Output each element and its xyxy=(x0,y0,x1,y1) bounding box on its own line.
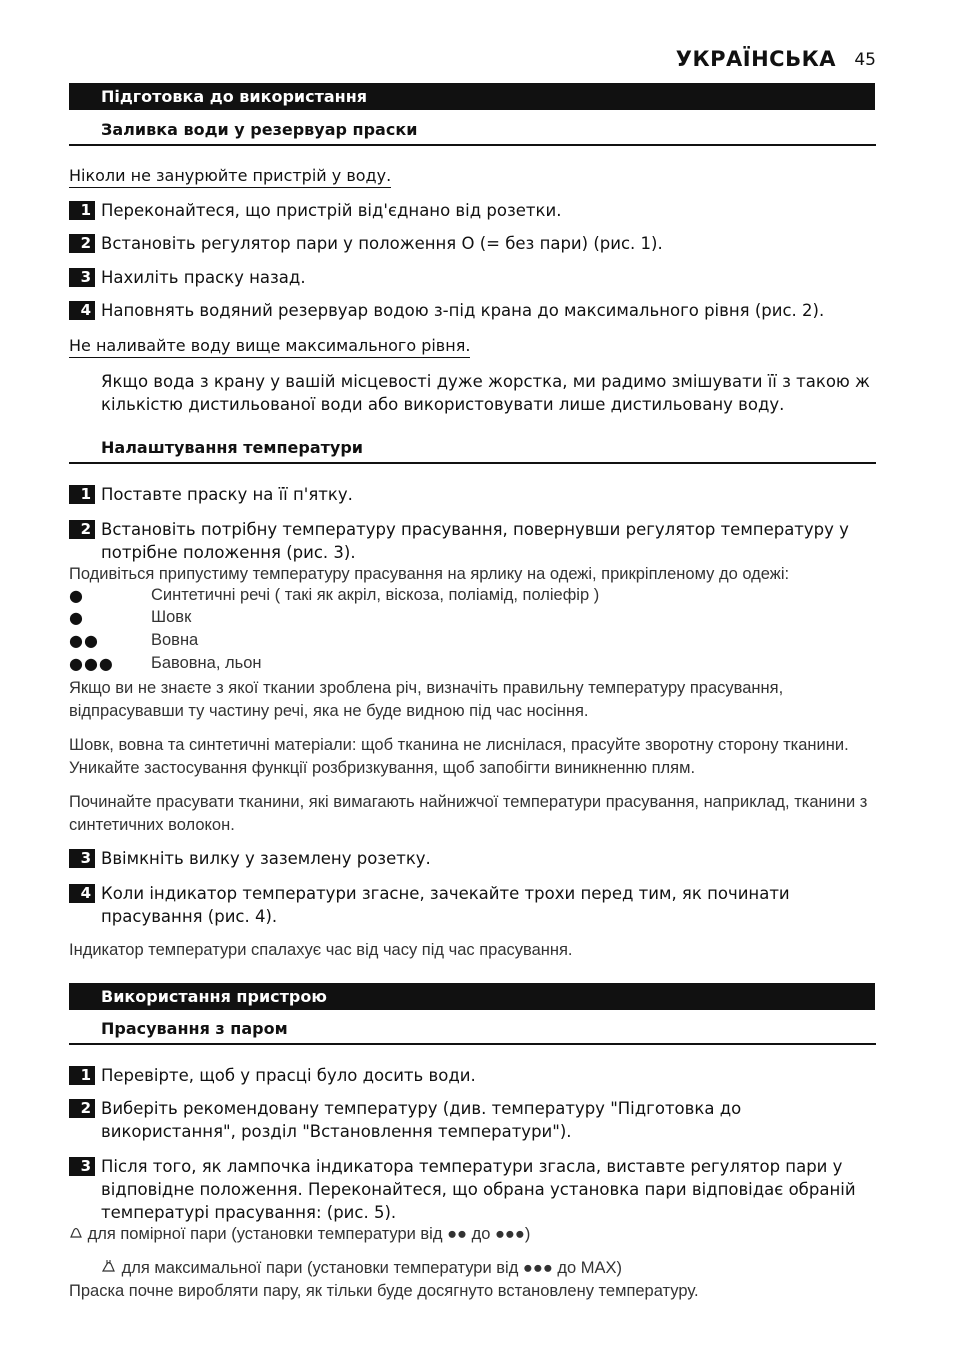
section-bar-use xyxy=(69,983,875,1010)
section-title: Підготовка до використання xyxy=(101,87,368,106)
step-text: Ввімкніть вилку у заземлену розетку. xyxy=(101,849,431,868)
moderate-steam-text: для помірної пари (установки температури від ●● до ●●●) xyxy=(87,1225,531,1243)
step-text: Перевірте, щоб у прасці було досить води. xyxy=(101,1066,476,1085)
divider xyxy=(69,462,876,464)
step-text: Встановіть регулятор пари у положення O (= без пари) (рис. 1). xyxy=(101,234,663,253)
max-steam-icon xyxy=(101,1259,117,1274)
page-number: 45 xyxy=(854,50,876,70)
section-title: Використання пристрою xyxy=(101,987,327,1006)
step-number: 1 xyxy=(69,1066,95,1085)
warning-no-immerse: Ніколи не занурюйте пристрій у воду. xyxy=(69,166,391,188)
step-number: 2 xyxy=(69,234,95,253)
step-number: 4 xyxy=(69,884,95,903)
step-text: Після того, як лампочка індикатора температури згасла, виставте регулятор пари у відповідне положення. Переконайтеся, що обрана установка пари відповідає обраній температурі прасування: (рис. 5). xyxy=(101,1157,856,1222)
step-number: 3 xyxy=(69,849,95,868)
silk-tip: Шовк, вовна та синтетичні матеріали: щоб тканина не лиснілася, прасуйте зворотну сторону тканини. Уникайте застосування функції розбризкування, щоб запобігти виникненню плям. xyxy=(69,736,849,777)
max-steam-text: для максимальної пари (установки температури від ●●● до MAX) xyxy=(121,1259,623,1277)
step-number: 3 xyxy=(69,268,95,287)
step-text: Встановіть потрібну температуру прасування, повернувши регулятор температуру у потрібне положення (рис. 3). xyxy=(101,520,849,562)
subhead-fill-water: Заливка води у резервуар праски xyxy=(101,120,418,139)
step-text: Переконайтеся, що пристрій від'єднано від розетки. xyxy=(101,201,562,220)
warning-max-level: Не наливайте воду вище максимального рівня. xyxy=(69,336,470,358)
temp-dots: ● xyxy=(69,586,84,605)
step-text: Нахиліть праску назад. xyxy=(101,268,306,287)
fabric-name: Бавовна, льон xyxy=(151,654,262,672)
language-header: УКРАЇНСЬКА xyxy=(675,47,836,71)
step-number: 4 xyxy=(69,301,95,320)
subhead-steam-ironing: Прасування з паром xyxy=(101,1019,288,1038)
temp-dots: ●●● xyxy=(69,654,114,673)
step-text: Наповнять водяний резервуар водою з-під крана до максимального рівня (рис. 2). xyxy=(101,301,825,320)
step-number: 1 xyxy=(69,485,95,504)
temp-dots: ●● xyxy=(69,631,99,650)
indicator-note: Індикатор температури спалахує час від часу під час прасування. xyxy=(69,941,573,959)
step-text: Коли індикатор температури згасне, зачекайте трохи перед тим, як починати прасування (рис. 4). xyxy=(101,884,790,926)
subhead-temperature: Налаштування температури xyxy=(101,438,363,457)
step-number: 1 xyxy=(69,201,95,220)
step-number: 3 xyxy=(69,1157,95,1176)
start-tip: Починайте прасувати тканини, які вимагають найнижчої температури прасування, наприклад, тканини з синтетичних волокон. xyxy=(69,793,868,834)
divider xyxy=(69,1043,876,1045)
label-info: Подивіться припустиму температуру прасування на ярлику на одежі, прикріпленому до одежі: xyxy=(69,565,790,583)
steam-produce-note: Праска почне виробляти пару, як тільки буде досягнуто встановлену температуру. xyxy=(69,1282,699,1300)
unknown-fabric-tip: Якщо ви не знаєте з якої ткании зроблена річ, визначіть правильну температуру прасування, відпрасувавши ту частину речі, яка не буде видною під час носіння. xyxy=(69,679,784,720)
fabric-name: Синтетичні речі ( такі як акріл, віскоза, поліамід, поліефір ) xyxy=(151,586,600,604)
step-text: Виберіть рекомендовану температуру (див. температуру "Підготовка до використання", розділ "Встановлення температури"). xyxy=(101,1099,742,1141)
fabric-name: Шовк xyxy=(151,608,192,626)
step-text: Поставте праску на її п'ятку. xyxy=(101,485,353,504)
step-number: 2 xyxy=(69,520,95,539)
fabric-name: Вовна xyxy=(151,631,199,649)
moderate-steam-line xyxy=(69,1223,879,1246)
moderate-steam-icon xyxy=(69,1226,83,1240)
temp-dots: ● xyxy=(69,608,84,627)
max-steam-line xyxy=(101,1257,881,1280)
step-number: 2 xyxy=(69,1099,95,1118)
hard-water-tip: Якщо вода з крану у вашій місцевості дуже жорстка, ми радимо змішувати її з такою ж кількістю дистильованої води або використовувати лише дистильовану воду. xyxy=(101,372,870,414)
divider xyxy=(69,144,876,146)
section-bar-preparation xyxy=(69,83,875,110)
